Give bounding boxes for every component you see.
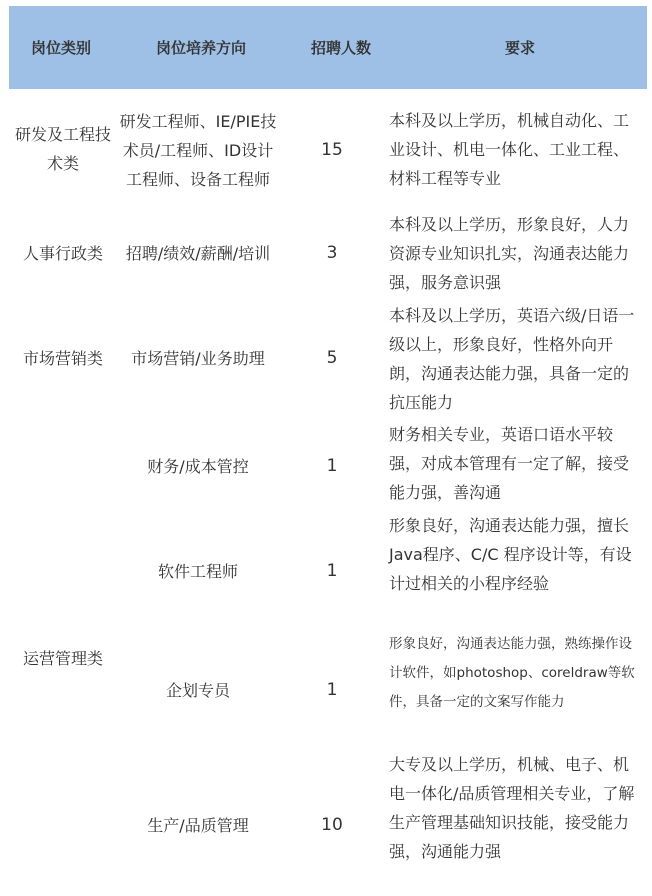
- direction-cell: 企划专员: [165, 680, 230, 700]
- requirement-cell: 本科及以上学历，英语六级/日语一级以上，形象良好，性格外向开朗，沟通表达能力强，具备一定的抗压能力: [389, 306, 635, 412]
- requirement-cell: 财务相关专业，英语口语水平较强，对成本管理有一定了解，接受能力强，善沟通: [389, 425, 630, 502]
- requirement-cell: 形象良好，沟通表达能力强，擅长Java程序、C/C 程序设计等，有设计过相关的小程序经验: [389, 516, 632, 593]
- direction-cell: 软件工程师: [157, 561, 238, 581]
- category-cell: 研发及工程技术类: [15, 125, 112, 173]
- direction-cell: 市场营销/业务助理: [131, 348, 265, 368]
- count-cell: 1: [326, 560, 338, 581]
- category-cell: 运营管理类: [22, 648, 103, 668]
- category-cell: 人事行政类: [22, 243, 103, 263]
- count-cell: 15: [321, 139, 343, 160]
- direction-cell: 研发工程师、IE/PIE技术员/工程师、ID设计工程师、设备工程师: [119, 111, 277, 189]
- direction-cell: 财务/成本管控: [147, 456, 249, 476]
- count-cell: 3: [326, 242, 338, 263]
- direction-cell: 生产/品质管理: [147, 815, 249, 835]
- table-header: [9, 6, 647, 89]
- count-cell: 5: [326, 347, 338, 368]
- count-cell: 1: [326, 679, 338, 700]
- direction-cell: 招聘/绩效/薪酬/培训: [125, 243, 271, 263]
- header-direction: 岗位培养方向: [155, 39, 246, 57]
- category-cell: 市场营销类: [22, 348, 103, 368]
- requirement-cell: 大专及以上学历，机械、电子、机电一体化/品质管理相关专业，了解生产管理基础知识技能，接受能力强，沟通能力强: [389, 755, 635, 861]
- header-count: 招聘人数: [310, 39, 371, 57]
- header-category: 岗位类别: [30, 39, 91, 57]
- requirement-cell: 形象良好，沟通表达能力强，熟练操作设计软件，如photoshop、coreldraw等软件，具备一定的文案写作能力: [389, 636, 635, 710]
- count-cell: 10: [321, 814, 343, 835]
- count-cell: 1: [326, 455, 338, 476]
- requirement-cell: 本科及以上学历，形象良好，人力资源专业知识扎实，沟通表达能力强，服务意识强: [389, 215, 630, 292]
- requirement-cell: 本科及以上学历，机械自动化、工业设计、机电一体化、工业工程、材料工程等专业: [389, 111, 630, 188]
- header-requirement: 要求: [504, 39, 535, 57]
